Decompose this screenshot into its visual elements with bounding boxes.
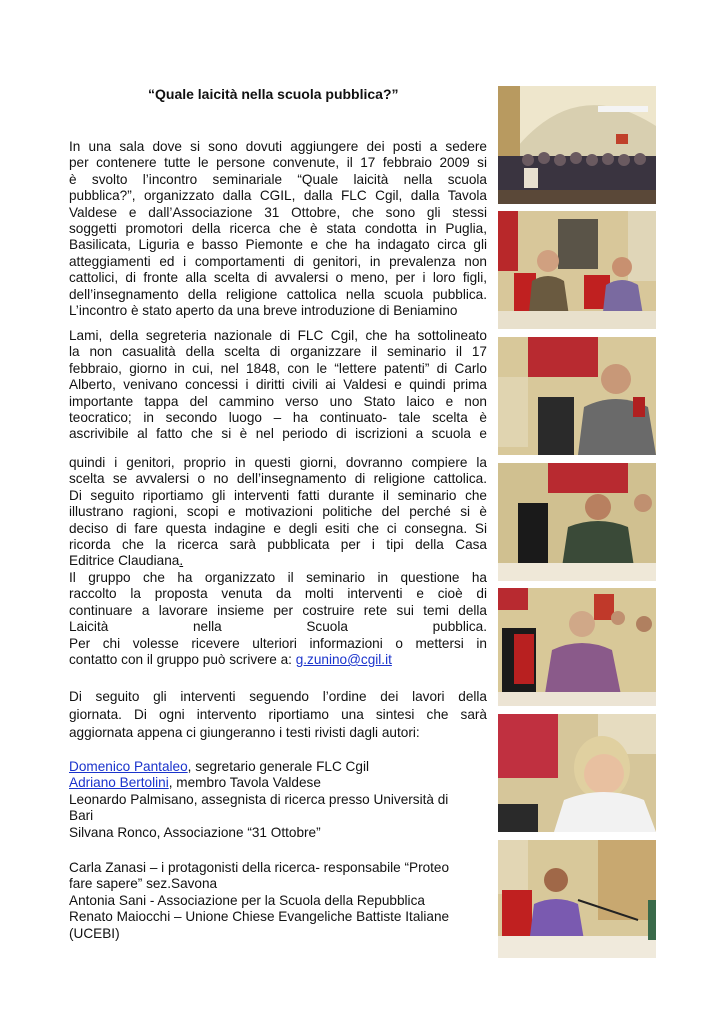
text-line: quindi i genitori, proprio in questi giorni, dovranno compiere la — [69, 455, 487, 470]
text-line: raccolto la proposta venuta da molti interventi e cioè di — [69, 586, 487, 602]
intro-paragraph — [69, 139, 487, 319]
text-line: In una sala dove si sono dovuti aggiungere dei posti a sedere — [69, 139, 487, 154]
speakers-list-b — [69, 792, 487, 841]
text-line: per contenere tutte le persone convenute, il 17 febbraio 2009 si — [69, 155, 487, 171]
speaker-role: , segretario generale FLC Cgil — [187, 759, 369, 774]
speaker-line — [69, 775, 487, 791]
speaker-line: Leonardo Palmisano, assegnista di ricerca presso Università di — [69, 792, 449, 807]
text-line: la non casualità della scelta di organizzare il seminario il 17 — [69, 344, 487, 360]
speaker-line: Renato Maiocchi – Unione Chiese Evangeliche Battiste Italiane — [69, 909, 450, 925]
photo-speakers-table — [498, 211, 656, 329]
text-line: importante tappa del cammino verso uno Stato laico e non — [69, 393, 487, 409]
text-line: atteggiamenti ed i comportamenti di genitori, in prevalenza non — [69, 253, 487, 269]
text-line: giornata. Di ogni intervento riportiamo una sintesi che sarà — [69, 707, 487, 722]
speaker-line: Antonia Sani - Associazione per la Scuola della Repubblica — [69, 892, 425, 908]
speaker-line: Silvana Ronco, Associazione “31 Ottobre” — [69, 824, 321, 840]
text-line: Valdese e dall’Associazione 31 Ottobre, che sono gli stessi — [69, 204, 487, 220]
text-line: Per chi volesse ricevere ulteriori informazioni o mettersi in — [69, 635, 487, 651]
speakers-list-c — [69, 860, 487, 942]
second-paragraph — [69, 328, 487, 443]
text-line: è svolto l’incontro seminariale “Quale laicità nella scuola — [69, 171, 487, 187]
text-line: continuare a lavorare insieme per costruire rete sui temi della — [69, 602, 487, 618]
text-line: Alberto, venivano concessi i diritti civili ai Valdesi e quindi prima — [69, 377, 487, 393]
text-line: illustrano ragioni, scopi e motivazioni politiche del perché si è — [69, 504, 487, 520]
photo-speaker-glasses — [498, 337, 656, 455]
page-title: “Quale laicità nella scuola pubblica?” — [148, 86, 399, 102]
sessions-intro — [69, 688, 487, 742]
text-line: Il gruppo che ha organizzato il seminario in questione ha — [69, 570, 487, 585]
text-line: deciso di fare questa indagine e degli esiti che ci consegna. Si — [69, 520, 487, 536]
speaker-line: Carla Zanasi – i protagonisti della ricerca- responsabile “Proteo — [69, 860, 450, 875]
photo-conference-room — [498, 86, 656, 204]
speaker-link[interactable]: Domenico Pantaleo — [69, 759, 188, 774]
text-line: aggiornata appena ci giungeranno i testi rivisti dagli autori: — [69, 725, 420, 740]
text-line: Di seguito riportiamo gli interventi fatti durante il seminario che — [69, 487, 487, 503]
text-line: cattolici, di fronte alla scelta di avvalersi o meno, per i loro figli, — [69, 270, 487, 286]
speaker-role: , membro Tavola Valdese — [168, 775, 321, 791]
text-line: febbraio, giorno in cui, nel 1848, con le “lettere patenti” di Carlo — [69, 360, 487, 376]
third-paragraph — [69, 455, 487, 570]
speaker-link[interactable]: Adriano Bertolini — [69, 775, 169, 791]
text-line: L’incontro è stato aperto da una breve introduzione di Beniamino — [69, 303, 458, 319]
email-link[interactable]: g.zunino@cgil.it — [295, 652, 392, 667]
publisher-period: . — [179, 553, 184, 569]
photo-woman-closeup — [498, 714, 656, 832]
photo-woman-at-microphone — [498, 840, 656, 958]
text-line: Lami, della segreteria nazionale di FLC Cgil, che ha sottolineato — [69, 328, 487, 343]
text-line: ricorda che la ricerca sarà pubblicata per i tipi della Casa — [69, 537, 487, 553]
text-line: Basilicata, Liguria e basso Piemonte e che ha indagato circa gli — [69, 237, 487, 253]
contact-text: contatto con il gruppo può scrivere a: — [69, 652, 296, 667]
text-line: soggetti promotori della ricerca che è stata condotta in Puglia, — [69, 221, 487, 237]
group-paragraph — [69, 570, 487, 652]
text-line: ascrivibile al fatto che si è nel periodo di iscrizioni a scuola e — [69, 426, 487, 442]
text-line: Laicità nella Scuola pubblica. — [69, 619, 487, 635]
speaker-line: Bari — [69, 808, 94, 824]
text-line: Di seguito gli interventi seguendo l’ordine dei lavori della — [69, 689, 487, 704]
speakers-list-a — [69, 759, 487, 792]
speaker-line: (UCEBI) — [69, 925, 120, 941]
speaker-line: fare sapere” sez.Savona — [69, 876, 218, 892]
speaker-line — [69, 759, 487, 775]
text-line: pubblica?”, organizzato dalla CGIL, dalla FLC Cgil, dalla Tavola — [69, 188, 487, 204]
photo-speaker-microphone — [498, 463, 656, 581]
text-line — [69, 553, 487, 569]
contact-line — [69, 652, 487, 668]
text-line: scelta se avvalersi o no dell’insegnamento di religione cattolica. — [69, 471, 487, 487]
photo-woman-speaking — [498, 588, 656, 706]
text-line: dell’insegnamento della religione cattolica nella scuola pubblica. — [69, 286, 487, 302]
publisher-name: Editrice Claudiana — [69, 553, 180, 569]
text-line: teocratico; in secondo luogo – ha continuato- tale scelta è — [69, 410, 487, 426]
